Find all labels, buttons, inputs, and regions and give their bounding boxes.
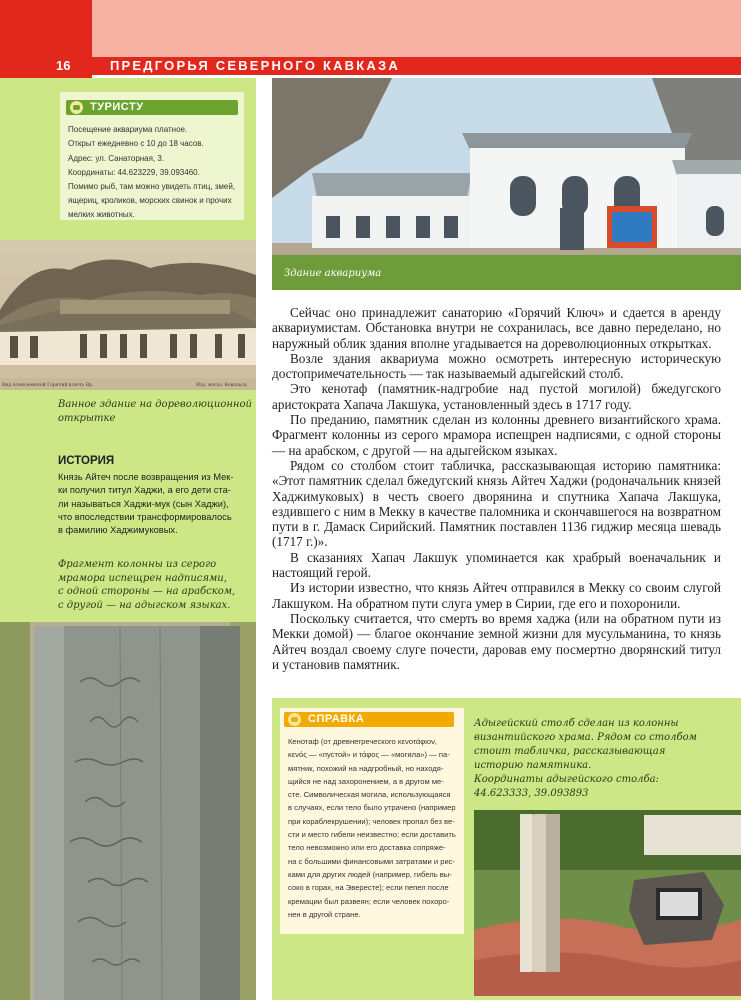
marble-column-illustration <box>0 622 256 1000</box>
reference-text <box>288 735 458 921</box>
history-line: Князь Айтеч после возвращения из Мек- <box>58 472 234 482</box>
pillar-caption <box>474 717 734 801</box>
reference-line: щийся не над захоронением, а в другом ме- <box>288 776 444 786</box>
vintage-postcard-photo <box>0 240 256 390</box>
article-paragraph: По преданию, памятник сделан из колонны древнего византийского храма. Фрагмент колонны из серого мрамора испещрен надписями, с одной стороны — на арабском, с другой — на адыгейском языках. <box>272 412 721 458</box>
tourist-line: ящериц, кроликов, морских свинок и прочих <box>68 196 232 206</box>
section-title: ПРЕДГОРЬЯ СЕВЕРНОГО КАВКАЗА <box>110 58 400 73</box>
reference-badge-label: СПРАВКА <box>308 713 365 725</box>
marble-column-photo <box>0 622 256 1000</box>
info-icon <box>70 101 83 114</box>
reference-line: мятник, похожий на надгробный, но находя- <box>288 763 444 773</box>
column-fragment-caption <box>58 558 254 612</box>
reference-line: ками для других людей (например, гибель вы- <box>288 869 452 879</box>
vintage-bathhouse-illustration <box>0 240 256 390</box>
history-text <box>58 471 254 537</box>
history-line: что впоследствии трансформировалось <box>58 511 232 522</box>
article-paragraph: Это кенотаф (памятник-надгробие над пустой могилой) бжедугского аристократа Хапача Лакшука, установленный здесь в 1717 году. <box>272 381 721 412</box>
history-line: ки получил титул Хаджи, а его дети ста- <box>58 485 231 496</box>
article-paragraph: Возле здания аквариума можно осмотреть интересную историческую достопримечательность — так называемый адыгейский столб. <box>272 350 721 382</box>
history-heading: ИСТОРИЯ <box>58 455 115 467</box>
reference-line: сте. Символическая могила, использующаяся <box>288 790 451 800</box>
caption-line: историю памятника. <box>474 760 592 771</box>
article-paragraph: Из истории известно, что князь Айтеч отправился в Мекку со своим слугой Лакшуком. На обратном пути слуга умер в Сирии, где его и похоронили. <box>272 580 721 611</box>
postcard-caption-left: Вид Алексеевской Горячий ключъ Вр. <box>2 383 94 388</box>
history-line: ли называться Хаджи-мук (сын Хаджи), <box>58 498 229 509</box>
tourist-info-text <box>68 123 244 222</box>
aquarium-building-illustration <box>272 78 741 290</box>
reference-line: на с большими финансовыми затратами и рис- <box>288 856 456 866</box>
tourist-badge <box>66 100 238 115</box>
reference-line: при кораблекрушении); человек пропал без ве- <box>288 816 455 826</box>
article-paragraph: Поскольку считается, что смерть во время хаджа (или на обратном пути из Мекки домой) — благое окончание земной жизни для мусульманина, то князь Айтеч воздал своему слуге почести, даровав ему посмертно дворянский титул и установив памятник. <box>272 610 721 672</box>
header-title-bar <box>50 57 741 75</box>
reference-line: κενός — «пустой» и τάφος — «могила») — па- <box>288 750 450 760</box>
adyghe-pillar-photo <box>474 810 741 996</box>
aquarium-building-photo <box>272 78 741 290</box>
reference-line: тело невозможно или его доставка сопряже- <box>288 843 446 853</box>
reference-badge <box>284 712 454 727</box>
reference-line: нен в другой стране. <box>288 909 361 919</box>
article-paragraph: Рядом со столбом стоит табличка, рассказывающая историю памятника: «Этот памятник сделал бжедугский князь Айтеч Хаджи (родоначальник князей Хаджимуковых) в честь своего дворянина и спутника Хапача Лакшука, ездившего с ним в Мекку в качестве паломника и скончавшегося на возвратном пути в г. Дамаск Сирийский. Памятник поставлен 1136 гиджир месяца шевадь (1717 г.)». <box>272 457 721 550</box>
tourist-line: Посещение аквариума платное. <box>68 125 188 134</box>
reference-line: Кенотаф (от древнегреческого κενοτάφιον, <box>288 737 437 746</box>
caption-line: мрамора испещрен надписями, <box>58 572 227 584</box>
caption-line: византийского храма. Рядом со столбом <box>474 732 697 743</box>
reference-line: соко в горах, на Эвересте); если пепел после <box>288 883 449 893</box>
caption-line: открытке <box>58 413 116 424</box>
adyghe-pillar-illustration <box>474 810 741 996</box>
article-paragraph: В сказаниях Хапач Лакшук упоминается как храбрый военачальник и настоящий герой. <box>272 549 721 581</box>
caption-line: стоит табличка, рассказывающая <box>474 746 666 757</box>
postcard-caption-right: Изд. магаз. Ковальск. <box>196 383 249 388</box>
reference-line: кремации был развеян; если человек похоро- <box>288 896 450 906</box>
caption-line: Фрагмент колонны из серого <box>58 559 217 570</box>
tourist-line: Помимо рыб, там можно увидеть птиц, змей, <box>68 182 236 192</box>
caption-line: Координаты адыгейского столба: <box>474 774 659 785</box>
page-number: 16 <box>56 58 71 73</box>
tourist-line: Координаты: 44.623229, 39.093460. <box>68 167 200 177</box>
main-article-text <box>272 305 721 672</box>
caption-line: Ванное здание на дореволюционной <box>58 399 252 410</box>
caption-line: 44.623333, 39.093893 <box>474 788 589 799</box>
vintage-photo-caption <box>58 398 254 426</box>
reference-line: сти и место гибели неизвестно; если доставить <box>288 830 456 840</box>
tourist-line: Открыт ежедневно с 10 до 18 часов. <box>68 139 204 149</box>
tourist-info-box <box>60 92 244 220</box>
tourist-badge-label: ТУРИСТУ <box>90 101 144 113</box>
info-icon <box>288 713 301 726</box>
article-paragraph: Сейчас оно принадлежит санаторию «Горячий Ключ» и сдается в аренду аквариумистам. Обстановка внутри не сохранилась, все давно переделано, но наружный облик здания вполне угадывается на дореволюционных открытках. <box>272 305 721 351</box>
header-salmon-band <box>92 0 741 57</box>
aquarium-photo-caption: Здание аквариума <box>284 268 382 279</box>
history-line: в фамилию Хаджимуковых. <box>58 525 178 536</box>
caption-line: с одной стороны — на арабском, <box>58 586 236 598</box>
caption-line: с другой — на адыгском языках. <box>58 599 231 611</box>
caption-line: Адыгейский столб сделан из колонны <box>474 718 679 729</box>
tourist-line: Адрес: ул. Санаторная, 3. <box>68 153 165 163</box>
reference-line: в случаях, если тело было утрачено (например <box>288 803 456 813</box>
gutter <box>256 78 270 290</box>
tourist-line: мелких животных. <box>68 210 135 220</box>
